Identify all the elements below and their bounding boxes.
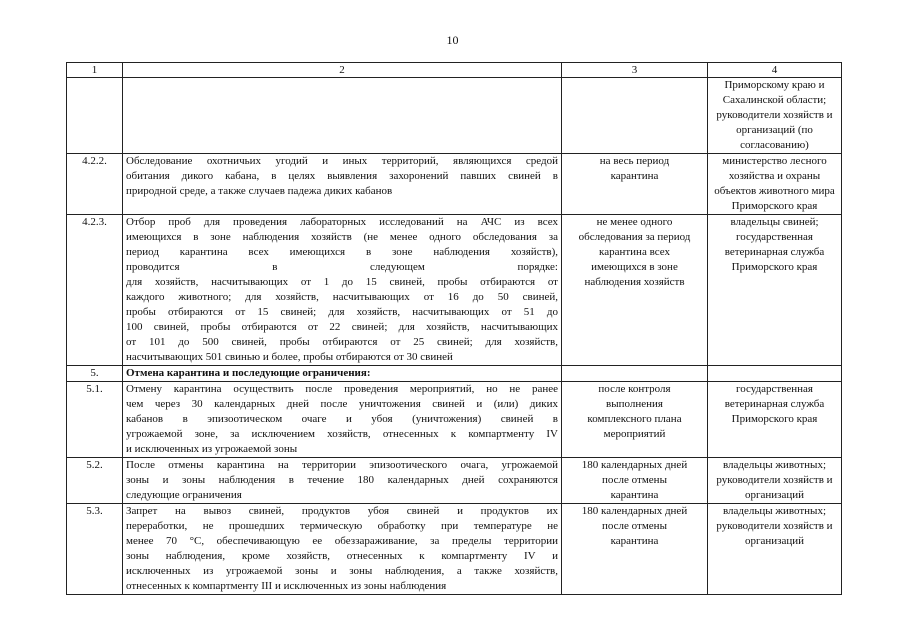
- event-description-line: насчитывающих 501 свинью и более, пробы отбираются от 30 свиней: [126, 351, 453, 363]
- event-description-line: чем через 30 календарных дней после уничтожения свиней и (или) диких: [126, 398, 558, 410]
- execution-term: [562, 504, 708, 595]
- responsible-party: [708, 504, 842, 595]
- responsible-party: [708, 215, 842, 366]
- event-description-line: пробы отбираются от 15 свиней; для хозяйств, насчитывающих от 51 до: [126, 306, 558, 318]
- execution-term-line: на весь период: [599, 155, 670, 167]
- execution-term: [562, 366, 708, 382]
- item-number: 5.: [67, 366, 123, 382]
- column-header: 3: [562, 63, 708, 78]
- execution-term-line: карантина: [610, 535, 659, 547]
- event-description-line: природной среде, а также случаев падежа диких кабанов: [126, 185, 393, 197]
- execution-term-line: после отмены: [602, 520, 667, 532]
- measures-table: [66, 62, 842, 595]
- event-description-line: и исключенных из угрожаемой зоны: [126, 443, 298, 455]
- responsible-party: [708, 78, 842, 154]
- event-description-line: Отмена карантина и последующие ограничения:: [126, 367, 371, 379]
- event-description-line: кабанов в эпизоотическом очаге и убоя (уничтожения) свиней в: [126, 413, 558, 425]
- execution-term-line: карантина: [610, 170, 659, 182]
- execution-term: [562, 215, 708, 366]
- execution-term: [562, 382, 708, 458]
- column-header: 4: [708, 63, 842, 78]
- event-description-line: Обследование охотничьих угодий и иных территорий, являющихся средой: [126, 155, 558, 167]
- item-number: 5.1.: [67, 382, 123, 458]
- event-description: [123, 154, 562, 215]
- event-description: [123, 504, 562, 595]
- table-row: [67, 382, 842, 458]
- event-description-line: 100 свиней, пробы отбираются от 22 свиней; для хозяйств, насчитывающих: [126, 321, 558, 333]
- event-description-line: переработки, не прошедших термическую обработку при температуре не: [126, 520, 558, 532]
- event-description: [123, 78, 562, 154]
- responsible-party-line: Приморского края: [731, 261, 818, 273]
- event-description-line: для хозяйств, насчитывающих от 1 до 15 свиней, пробы отбираются от: [126, 276, 558, 288]
- table-row: [67, 504, 842, 595]
- page-number: 10: [446, 33, 459, 47]
- responsible-party-line: ветеринарная служба: [724, 246, 825, 258]
- execution-term: [562, 154, 708, 215]
- execution-term-line: комплексного плана: [587, 413, 682, 425]
- responsible-party-line: государственная: [736, 231, 813, 243]
- responsible-party-line: руководители хозяйств и: [716, 520, 833, 532]
- responsible-party-line: Приморскому краю и: [724, 79, 825, 91]
- item-number: 5.2.: [67, 458, 123, 504]
- execution-term-line: выполнения: [606, 398, 663, 410]
- column-header: 1: [67, 63, 123, 78]
- execution-term: [562, 458, 708, 504]
- event-description-line: менее 70 °С, обеспечивающую ее обеззараживание, за пределы территории: [126, 535, 558, 547]
- item-number: 4.2.3.: [67, 215, 123, 366]
- execution-term-line: 180 календарных дней: [581, 459, 688, 471]
- responsible-party-line: руководители хозяйств и: [716, 474, 833, 486]
- execution-term-line: имеющихся в зоне: [591, 261, 678, 273]
- responsible-party-line: руководители хозяйств и: [716, 109, 833, 121]
- event-description: [123, 366, 562, 382]
- event-description-line: Отбор проб для проведения лабораторных исследований на АЧС из всех: [126, 216, 558, 228]
- event-description: [123, 458, 562, 504]
- event-description-line: отнесенных к компартменту III и исключенных из зоны наблюдения: [126, 580, 447, 592]
- event-description: [123, 215, 562, 366]
- event-description-line: Отмену карантина осуществить после проведения мероприятий, но не ранее: [126, 383, 558, 395]
- execution-term-line: после отмены: [602, 474, 667, 486]
- execution-term-line: после контроля: [598, 383, 671, 395]
- table-row: [67, 78, 842, 154]
- table-header-row: [67, 63, 842, 78]
- event-description-line: исключенных из угрожаемой зоны и зоны наблюдения, а также хозяйств,: [126, 565, 558, 577]
- execution-term-line: обследования за период: [578, 231, 691, 243]
- event-description-line: Запрет на вывоз свиней, продуктов убоя свиней и продуктов их: [126, 505, 558, 517]
- item-number: [67, 78, 123, 154]
- event-description-line: После отмены карантина на территории эпизоотического очага, угрожаемой: [126, 459, 558, 471]
- event-description-line: период карантина всех имеющихся в зоне наблюдения хозяйств),: [126, 246, 558, 258]
- responsible-party-line: Сахалинской области;: [722, 94, 827, 106]
- event-description-line: зоны наблюдения, кроме хозяйств, отнесенных к компартменту IV и: [126, 550, 558, 562]
- table-row: [67, 458, 842, 504]
- responsible-party-line: владельцы животных;: [722, 505, 827, 517]
- responsible-party-line: Приморского края: [731, 413, 818, 425]
- execution-term-line: наблюдения хозяйств: [584, 276, 685, 288]
- responsible-party-line: организаций: [744, 489, 805, 501]
- event-description-line: имеющихся в зоне наблюдения хозяйств (не менее одного обследования за: [126, 231, 558, 243]
- responsible-party-line: организаций: [744, 535, 805, 547]
- execution-term-line: карантина: [610, 489, 659, 501]
- column-header: 2: [123, 63, 562, 78]
- event-description: [123, 382, 562, 458]
- responsible-party: [708, 382, 842, 458]
- event-description-line: зоны и зоны наблюдения в течение 180 календарных дней сохраняются: [126, 474, 558, 486]
- execution-term-line: 180 календарных дней: [581, 505, 688, 517]
- execution-term: [562, 78, 708, 154]
- table-row: [67, 215, 842, 366]
- responsible-party: [708, 366, 842, 382]
- table-row: [67, 154, 842, 215]
- item-number: 4.2.2.: [67, 154, 123, 215]
- execution-term-line: карантина всех: [599, 246, 670, 258]
- responsible-party-line: ветеринарная служба: [724, 398, 825, 410]
- responsible-party-line: государственная: [736, 383, 813, 395]
- event-description-line: проводится в следующем порядке:: [126, 261, 558, 273]
- execution-term-line: не менее одного: [596, 216, 673, 228]
- execution-term-line: мероприятий: [603, 428, 666, 440]
- item-number: 5.3.: [67, 504, 123, 595]
- responsible-party-line: Приморского края: [731, 200, 818, 212]
- event-description-line: каждого животного; для хозяйств, насчитывающих от 16 до 50 свиней,: [126, 291, 558, 303]
- responsible-party-line: владельцы животных;: [722, 459, 827, 471]
- event-description-line: обитания дикого кабана, в целях выявления захоронений павших свиней в: [126, 170, 558, 182]
- responsible-party-line: согласованию): [740, 139, 809, 151]
- responsible-party: [708, 154, 842, 215]
- responsible-party-line: объектов животного мира: [714, 185, 835, 197]
- event-description-line: угрожаемой зоне, за исключением хозяйств, отнесенных к компартменту IV: [126, 428, 558, 440]
- event-description-line: следующие ограничения: [126, 489, 242, 501]
- event-description-line: от 101 до 500 свиней, пробы отбираются от 25 свиней; для хозяйств,: [126, 336, 558, 348]
- responsible-party-line: владельцы свиней;: [730, 216, 819, 228]
- responsible-party-line: министерство лесного: [722, 155, 827, 167]
- table-row: [67, 366, 842, 382]
- responsible-party: [708, 458, 842, 504]
- responsible-party-line: организаций (по: [736, 124, 813, 136]
- responsible-party-line: хозяйства и охраны: [728, 170, 821, 182]
